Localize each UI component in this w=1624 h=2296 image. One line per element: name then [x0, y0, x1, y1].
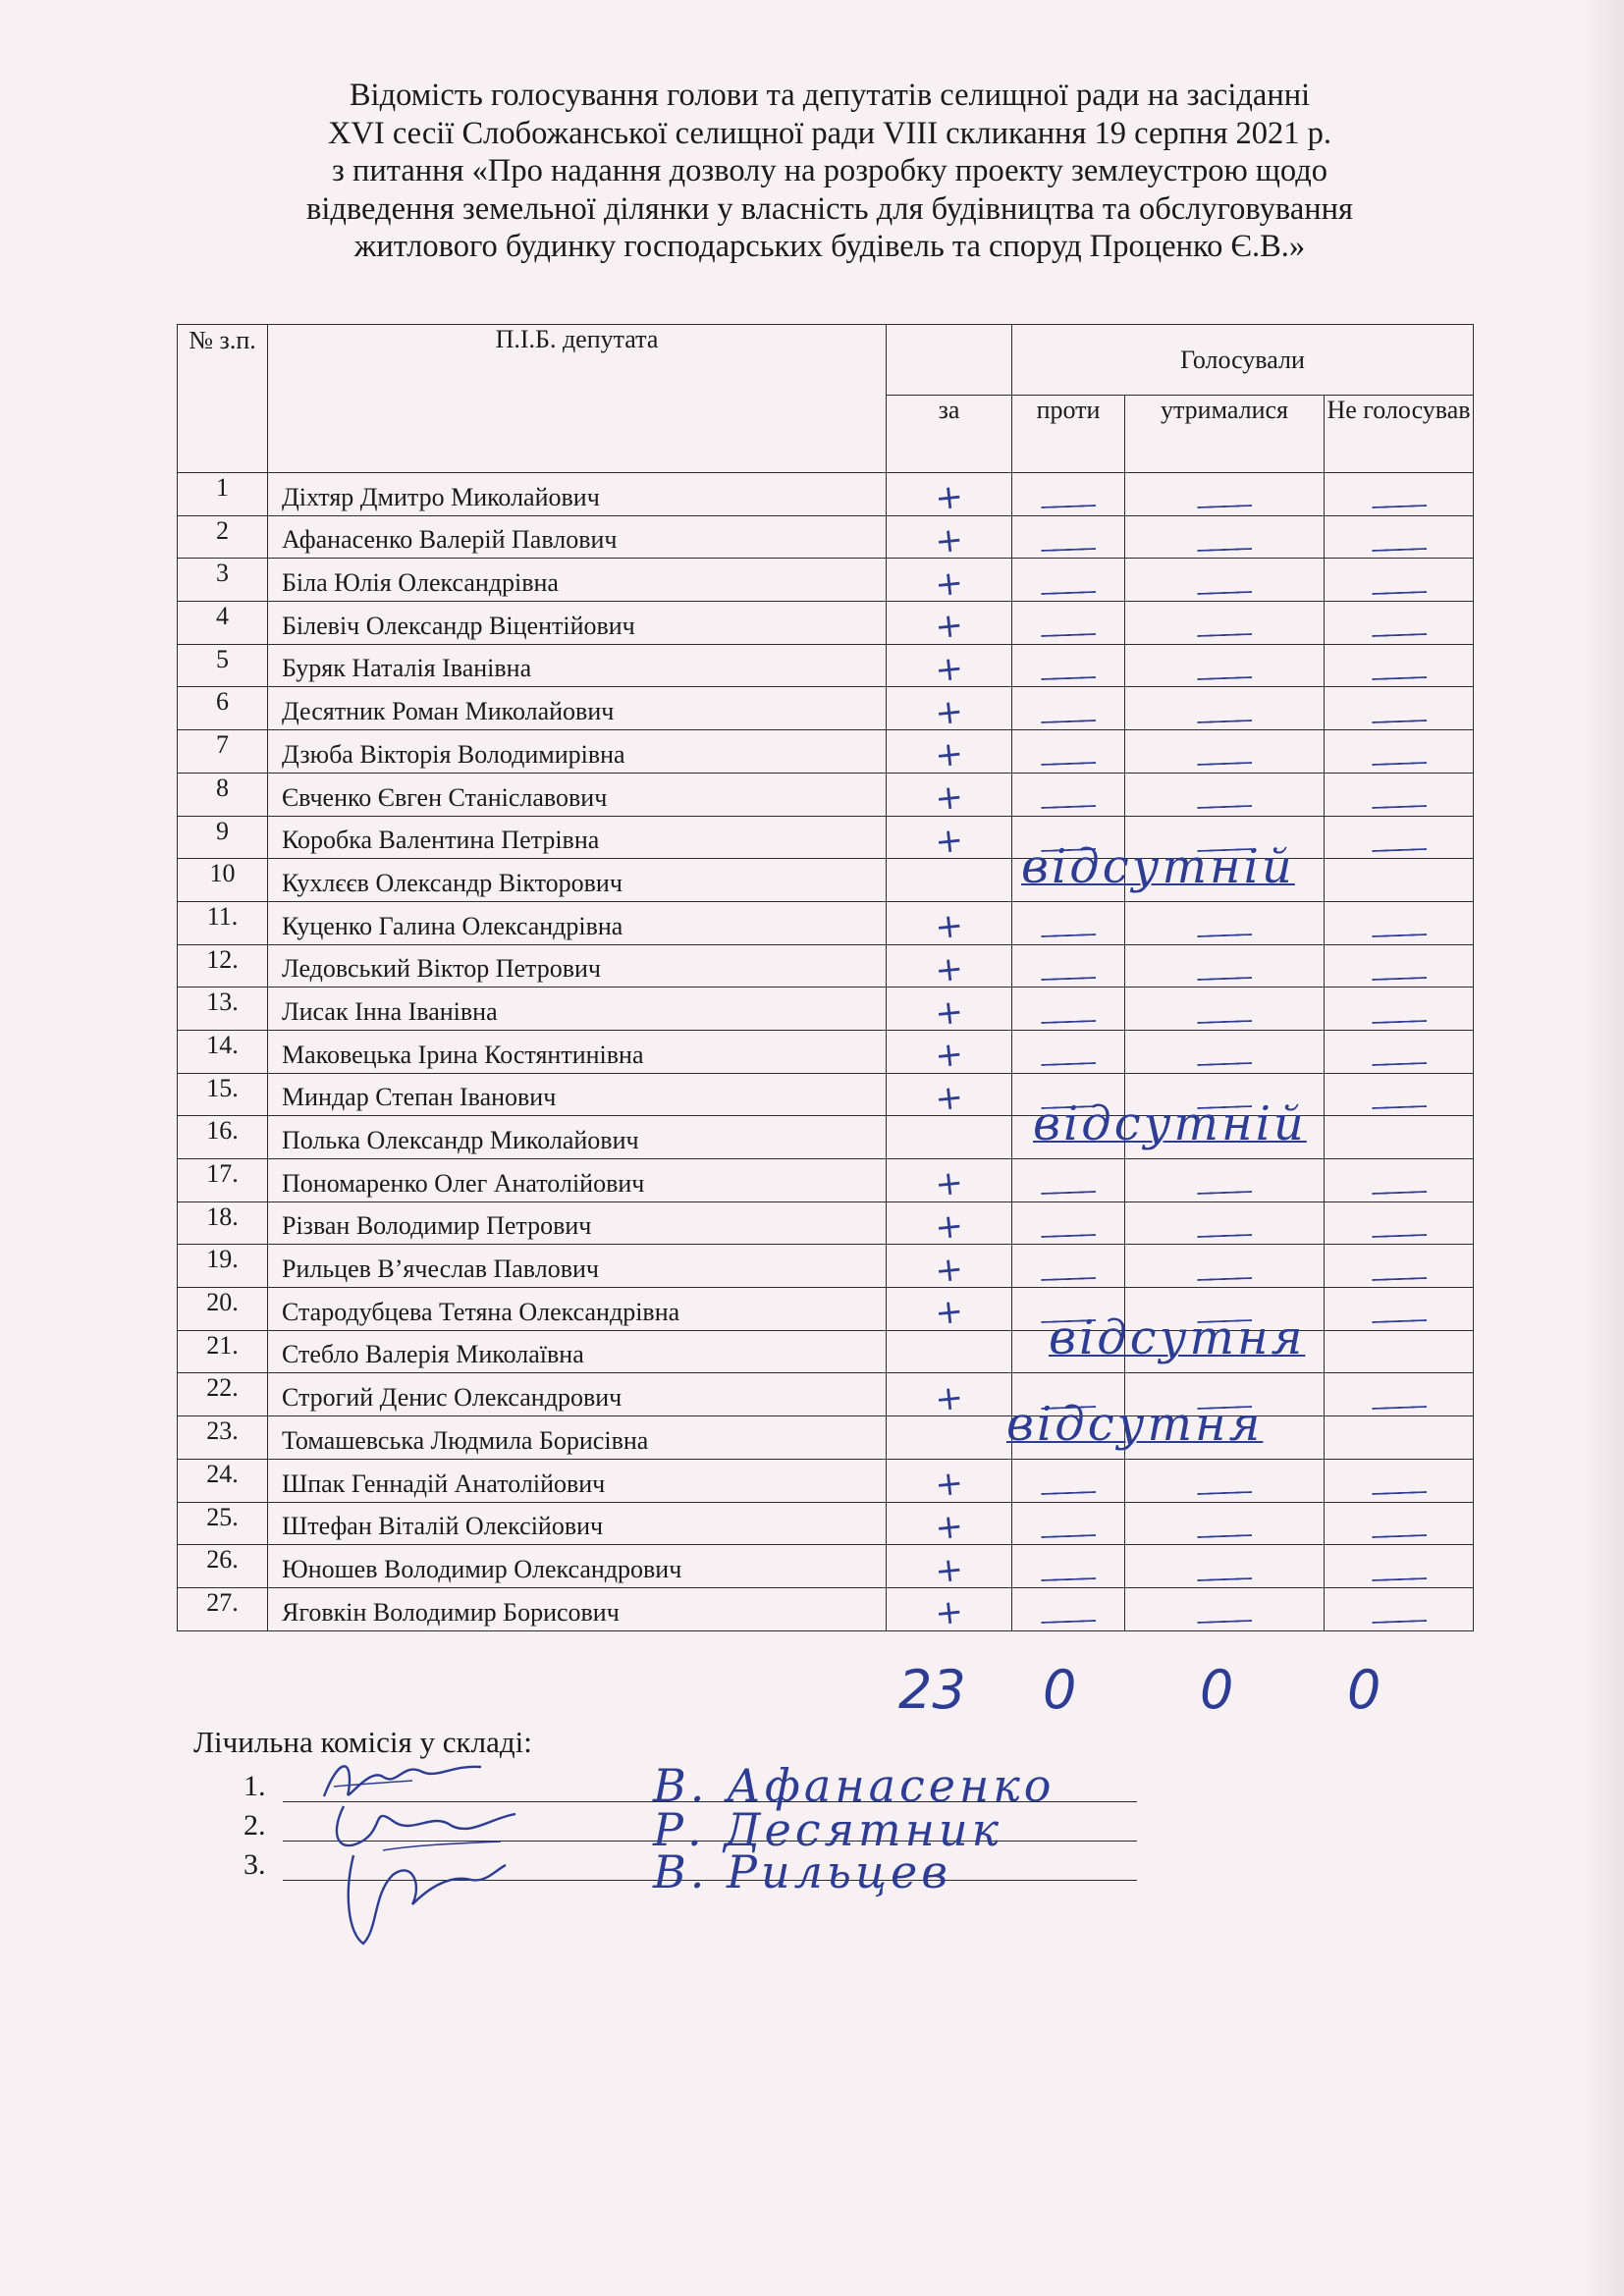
dash-mark-icon [1372, 1577, 1427, 1581]
deputy-name: Маковецька Ірина Костянтинівна [268, 1030, 887, 1073]
vote-cell-not-voted [1325, 1073, 1474, 1116]
dash-mark-icon [1197, 676, 1252, 680]
deputy-name: Євченко Євген Станіславович [268, 773, 887, 816]
deputy-name: Яговкін Володимир Борисович [268, 1587, 887, 1630]
table-row [178, 1245, 1474, 1288]
vote-cell-abstained [1125, 1459, 1325, 1502]
dash-mark-icon [1197, 1491, 1252, 1495]
member-number: 1. [244, 1770, 266, 1802]
row-number: 23. [178, 1416, 268, 1460]
deputy-name: Стебло Валерія Миколаївна [268, 1330, 887, 1373]
vote-cell-against [1012, 944, 1125, 988]
table-row [178, 1459, 1474, 1502]
vote-cell-not-voted [1325, 773, 1474, 816]
total-abstained: 0 [1200, 1659, 1234, 1721]
deputy-name: Стародубцева Тетяна Олександрівна [268, 1288, 887, 1331]
title-line: житлового будинку господарських будівель та споруд Проценко Є.В.» [353, 229, 1306, 264]
vote-cell-abstained [1125, 1545, 1325, 1588]
member-name-handwritten: Р. Десятник [653, 1803, 1003, 1856]
row-number: 5 [178, 644, 268, 687]
vote-cell-abstained [1125, 1030, 1325, 1073]
dash-mark-icon [1041, 805, 1096, 809]
dash-mark-icon [1041, 1534, 1096, 1538]
vote-cell-for [887, 988, 1012, 1034]
dash-mark-icon [1197, 1191, 1252, 1195]
deputy-name: Лисак Інна Іванівна [268, 988, 887, 1031]
dash-mark-icon [1197, 1277, 1252, 1281]
vote-cell-abstained [1125, 1159, 1325, 1202]
title-line: з питання «Про надання дозволу на розробку проекту землеустрою щодо [332, 153, 1327, 188]
total-against: 0 [1043, 1659, 1077, 1721]
row-number: 7 [178, 730, 268, 774]
table-row [178, 1587, 1474, 1630]
table-row [178, 687, 1474, 730]
vote-cell-against [1012, 730, 1125, 774]
deputy-name: Буряк Наталія Іванівна [268, 644, 887, 687]
table-row [178, 944, 1474, 988]
vote-cell-against [1012, 1545, 1125, 1588]
plus-mark-icon: + [933, 476, 966, 519]
vote-cell-for [887, 773, 1012, 820]
dash-mark-icon [1197, 633, 1252, 637]
dash-mark-icon [1372, 720, 1427, 723]
dash-mark-icon [1372, 1620, 1427, 1624]
vote-cell-against [1012, 644, 1125, 687]
dash-mark-icon [1197, 1620, 1252, 1624]
vote-cell-for [887, 515, 1012, 562]
deputy-name: Рильцев В’ячеслав Павлович [268, 1245, 887, 1288]
plus-mark-icon: + [933, 1249, 966, 1292]
plus-mark-icon: + [933, 1292, 966, 1334]
vote-cell-not-voted [1325, 1245, 1474, 1288]
dash-mark-icon [1197, 934, 1252, 937]
vote-cell-for [887, 1330, 1012, 1373]
dash-mark-icon [1372, 1062, 1427, 1066]
row-number: 4 [178, 602, 268, 645]
table-row [178, 559, 1474, 602]
vote-cell-not-voted [1325, 1587, 1474, 1630]
dash-mark-icon [1197, 977, 1252, 981]
vote-cell-for [887, 1416, 1012, 1460]
deputy-name: Біла Юлія Олександрівна [268, 559, 887, 602]
vote-cell-abstained [1125, 730, 1325, 774]
dash-mark-icon [1197, 1234, 1252, 1238]
vote-cell-for [887, 1288, 1012, 1334]
header-for: за [887, 396, 1012, 473]
table-row [178, 988, 1474, 1031]
row-number: 27. [178, 1587, 268, 1630]
vote-cell-not-voted [1325, 859, 1474, 902]
row-number: 22. [178, 1373, 268, 1416]
vote-cell-abstained [1125, 1201, 1325, 1245]
table-row [178, 1030, 1474, 1073]
vote-cell-against [1012, 559, 1125, 602]
dash-mark-icon [1372, 1319, 1427, 1323]
vote-cell-not-voted [1325, 730, 1474, 774]
vote-cell-for [887, 901, 1012, 948]
dash-mark-icon [1041, 1062, 1096, 1066]
dash-mark-icon [1372, 633, 1427, 637]
plus-mark-icon: + [933, 905, 966, 948]
deputy-name: Томашевська Людмила Борисівна [268, 1416, 887, 1460]
vote-cell-against [1012, 515, 1125, 559]
vote-cell-against [1012, 687, 1125, 730]
dash-mark-icon [1041, 934, 1096, 937]
absent-note: відсутня [1049, 1310, 1306, 1366]
dash-mark-icon [1372, 676, 1427, 680]
vote-cell-abstained [1125, 559, 1325, 602]
dash-mark-icon [1372, 977, 1427, 981]
vote-cell-not-voted [1325, 1416, 1474, 1460]
vote-cell-abstained [1125, 473, 1325, 516]
plus-mark-icon: + [933, 1463, 966, 1506]
row-number: 12. [178, 944, 268, 988]
vote-cell-not-voted [1325, 1330, 1474, 1373]
vote-cell-not-voted [1325, 1459, 1474, 1502]
vote-cell-for [887, 1030, 1012, 1077]
plus-mark-icon: + [933, 1377, 966, 1420]
vote-cell-abstained [1125, 1502, 1325, 1545]
row-number: 25. [178, 1502, 268, 1545]
vote-cell-abstained [1125, 1587, 1325, 1630]
vote-cell-abstained [1125, 602, 1325, 645]
vote-cell-abstained [1125, 901, 1325, 944]
dash-mark-icon [1041, 676, 1096, 680]
vote-cell-for [887, 816, 1012, 863]
deputy-name: Куценко Галина Олександрівна [268, 901, 887, 944]
vote-cell-not-voted [1325, 816, 1474, 859]
dash-mark-icon [1041, 1491, 1096, 1495]
vote-cell-for [887, 1116, 1012, 1159]
dash-mark-icon [1197, 1020, 1252, 1024]
vote-cell-for [887, 644, 1012, 691]
vote-cell-not-voted [1325, 602, 1474, 645]
deputy-name: Юношев Володимир Олександрович [268, 1545, 887, 1588]
plus-mark-icon: + [933, 648, 966, 691]
dash-mark-icon [1197, 505, 1252, 508]
voting-table [177, 324, 1474, 1634]
header-number: № з.п. [178, 325, 268, 473]
deputy-name: Шпак Геннадій Анатолійович [268, 1459, 887, 1502]
row-number: 16. [178, 1116, 268, 1159]
table-row [178, 644, 1474, 687]
vote-cell-for [887, 1545, 1012, 1591]
deputy-name: Різван Володимир Петрович [268, 1201, 887, 1245]
dash-mark-icon [1372, 1406, 1427, 1410]
table-row [178, 1416, 1474, 1460]
vote-cell-for [887, 687, 1012, 734]
row-number: 19. [178, 1245, 268, 1288]
dash-mark-icon [1372, 805, 1427, 809]
dash-mark-icon [1372, 1105, 1427, 1109]
plus-mark-icon: + [933, 1549, 966, 1591]
vote-cell-not-voted [1325, 473, 1474, 516]
plus-mark-icon: + [933, 1077, 966, 1120]
dash-mark-icon [1041, 548, 1096, 552]
dash-mark-icon [1197, 591, 1252, 595]
dash-mark-icon [1041, 1277, 1096, 1281]
row-number: 14. [178, 1030, 268, 1073]
document-title [147, 77, 1512, 266]
header-abstained: утрималися [1125, 396, 1325, 473]
vote-cell-against [1012, 1159, 1125, 1202]
plus-mark-icon: + [933, 820, 966, 863]
deputy-name: Десятник Роман Миколайович [268, 687, 887, 730]
vote-cell-for [887, 602, 1012, 648]
deputy-name: Пономаренко Олег Анатолійович [268, 1159, 887, 1202]
vote-cell-not-voted [1325, 515, 1474, 559]
vote-cell-against [1012, 1587, 1125, 1630]
vote-cell-against [1012, 988, 1125, 1031]
dash-mark-icon [1041, 591, 1096, 595]
vote-cell-not-voted [1325, 559, 1474, 602]
deputy-name: Кухлєєв Олександр Вікторович [268, 859, 887, 902]
commission-label: Лічильна комісія у складі: [193, 1725, 532, 1759]
title-line: Відомість голосування голови та депутатів селищної ради на засіданні [349, 78, 1311, 113]
dash-mark-icon [1372, 848, 1427, 852]
vote-cell-not-voted [1325, 1502, 1474, 1545]
vote-cell-not-voted [1325, 988, 1474, 1031]
table-row [178, 1502, 1474, 1545]
absent-note: відсутній [1021, 838, 1295, 894]
vote-cell-against [1012, 773, 1125, 816]
vote-cell-against [1012, 1245, 1125, 1288]
vote-cell-for [887, 1502, 1012, 1549]
vote-cell-for [887, 730, 1012, 774]
dash-mark-icon [1372, 1491, 1427, 1495]
vote-cell-for [887, 1245, 1012, 1292]
dash-mark-icon [1041, 762, 1096, 766]
row-number: 10 [178, 859, 268, 902]
plus-mark-icon: + [933, 1034, 966, 1077]
absent-note: відсутня [1006, 1396, 1264, 1452]
vote-cell-not-voted [1325, 1373, 1474, 1416]
dash-mark-icon [1041, 505, 1096, 508]
dash-mark-icon [1372, 1277, 1427, 1281]
deputy-name: Штефан Віталій Олексійович [268, 1502, 887, 1545]
deputy-name: Строгий Денис Олександрович [268, 1373, 887, 1416]
row-number: 18. [178, 1201, 268, 1245]
plus-mark-icon: + [933, 1162, 966, 1205]
plus-mark-icon: + [933, 1591, 966, 1634]
dash-mark-icon [1041, 1020, 1096, 1024]
table-row [178, 1373, 1474, 1416]
deputy-name: Дзюба Вікторія Володимирівна [268, 730, 887, 774]
vote-cell-against [1012, 1201, 1125, 1245]
dash-mark-icon [1197, 805, 1252, 809]
vote-cell-against [1012, 1502, 1125, 1545]
plus-mark-icon: + [933, 948, 966, 991]
vote-cell-abstained [1125, 773, 1325, 816]
vote-cell-abstained [1125, 988, 1325, 1031]
table-row [178, 1545, 1474, 1588]
header-blank [887, 325, 1012, 396]
vote-cell-for [887, 1159, 1012, 1205]
table-row [178, 730, 1474, 774]
member-name-handwritten: В. Рильцев [653, 1845, 952, 1898]
dash-mark-icon [1197, 1062, 1252, 1066]
header-voted: Голосували [1012, 325, 1474, 396]
vote-cell-abstained [1125, 687, 1325, 730]
vote-cell-not-voted [1325, 1159, 1474, 1202]
dash-mark-icon [1372, 762, 1427, 766]
dash-mark-icon [1372, 591, 1427, 595]
row-number: 15. [178, 1073, 268, 1116]
deputy-name: Білевіч Олександр Віцентійович [268, 602, 887, 645]
row-number: 1 [178, 473, 268, 516]
header-name: П.І.Б. депутата [268, 325, 887, 473]
plus-mark-icon: + [933, 1506, 966, 1549]
vote-cell-not-voted [1325, 901, 1474, 944]
dash-mark-icon [1197, 1534, 1252, 1538]
plus-mark-icon: + [933, 734, 966, 776]
deputy-name: Афанасенко Валерій Павлович [268, 515, 887, 559]
table-row [178, 1201, 1474, 1245]
vote-cell-not-voted [1325, 944, 1474, 988]
vote-cell-against [1012, 901, 1125, 944]
dash-mark-icon [1197, 1577, 1252, 1581]
vote-cell-for [887, 944, 1012, 991]
vote-cell-for [887, 859, 1012, 902]
dash-mark-icon [1372, 1234, 1427, 1238]
dash-mark-icon [1041, 1234, 1096, 1238]
vote-cell-against [1012, 602, 1125, 645]
dash-mark-icon [1041, 1191, 1096, 1195]
table-row [178, 473, 1474, 516]
vote-cell-not-voted [1325, 1201, 1474, 1245]
table-row [178, 515, 1474, 559]
dash-mark-icon [1041, 1620, 1096, 1624]
row-number: 9 [178, 816, 268, 859]
row-number: 24. [178, 1459, 268, 1502]
dash-mark-icon [1041, 720, 1096, 723]
row-number: 17. [178, 1159, 268, 1202]
deputy-name: Ледовський Віктор Петрович [268, 944, 887, 988]
vote-cell-against [1012, 473, 1125, 516]
row-number: 20. [178, 1288, 268, 1331]
dash-mark-icon [1372, 934, 1427, 937]
absent-note: відсутній [1033, 1095, 1307, 1151]
row-number: 11. [178, 901, 268, 944]
vote-cell-for [887, 1073, 1012, 1120]
vote-cell-abstained [1125, 1245, 1325, 1288]
vote-cell-for [887, 1373, 1012, 1420]
title-line: XVI сесії Слобожанської селищної ради VIII скликання 19 серпня 2021 р. [327, 115, 1332, 151]
vote-cell-not-voted [1325, 1116, 1474, 1159]
dash-mark-icon [1372, 1020, 1427, 1024]
vote-cell-abstained [1125, 944, 1325, 988]
dash-mark-icon [1197, 548, 1252, 552]
dash-mark-icon [1041, 633, 1096, 637]
deputy-name: Діхтяр Дмитро Миколайович [268, 473, 887, 516]
total-for: 23 [898, 1659, 966, 1721]
row-number: 3 [178, 559, 268, 602]
member-number: 2. [244, 1809, 266, 1842]
vote-cell-not-voted [1325, 687, 1474, 730]
signature-3-icon [334, 1845, 511, 1953]
table-row [178, 773, 1474, 816]
member-name-handwritten: В. Афанасенко [653, 1759, 1056, 1812]
plus-mark-icon: + [933, 606, 966, 648]
vote-cell-for [887, 559, 1012, 606]
commission-member-2 [244, 1809, 266, 1842]
vote-cell-for [887, 473, 1012, 519]
plus-mark-icon: + [933, 562, 966, 606]
vote-cell-abstained [1125, 515, 1325, 559]
commission-member-1 [244, 1770, 266, 1803]
plus-mark-icon: + [933, 991, 966, 1034]
header-not-voted: Не голосував [1325, 396, 1474, 473]
dash-mark-icon [1372, 505, 1427, 508]
deputy-name: Миндар Степан Іванович [268, 1073, 887, 1116]
vote-cell-not-voted [1325, 1030, 1474, 1073]
row-number: 13. [178, 988, 268, 1031]
plus-mark-icon: + [933, 519, 966, 562]
deputy-name: Полька Олександр Миколайович [268, 1116, 887, 1159]
dash-mark-icon [1041, 1577, 1096, 1581]
vote-cell-abstained [1125, 644, 1325, 687]
title-line: відведення земельної ділянки у власність для будівництва та обслуговування [305, 190, 1353, 227]
commission-member-3 [244, 1848, 266, 1882]
member-number: 3. [244, 1848, 266, 1881]
row-number: 26. [178, 1545, 268, 1588]
row-number: 8 [178, 773, 268, 816]
vote-cell-for [887, 1459, 1012, 1506]
page-edge-shadow [1583, 0, 1624, 2296]
table-row [178, 1159, 1474, 1202]
table-row [178, 901, 1474, 944]
dash-mark-icon [1372, 1534, 1427, 1538]
row-number: 21. [178, 1330, 268, 1373]
vote-cell-not-voted [1325, 1545, 1474, 1588]
total-not-voted: 0 [1347, 1659, 1381, 1721]
plus-mark-icon: + [933, 1205, 966, 1249]
vote-cell-not-voted [1325, 1288, 1474, 1331]
plus-mark-icon: + [933, 776, 966, 820]
header-against: проти [1012, 396, 1125, 473]
row-number: 2 [178, 515, 268, 559]
vote-cell-for [887, 1201, 1012, 1249]
dash-mark-icon [1041, 977, 1096, 981]
vote-cell-against [1012, 1459, 1125, 1502]
dash-mark-icon [1372, 1191, 1427, 1195]
row-number: 6 [178, 687, 268, 730]
deputy-name: Коробка Валентина Петрівна [268, 816, 887, 859]
vote-cell-for [887, 1587, 1012, 1634]
dash-mark-icon [1372, 548, 1427, 552]
vote-cell-not-voted [1325, 644, 1474, 687]
plus-mark-icon: + [933, 691, 966, 734]
dash-mark-icon [1197, 720, 1252, 723]
dash-mark-icon [1197, 762, 1252, 766]
vote-cell-against [1012, 1030, 1125, 1073]
table-row [178, 602, 1474, 645]
